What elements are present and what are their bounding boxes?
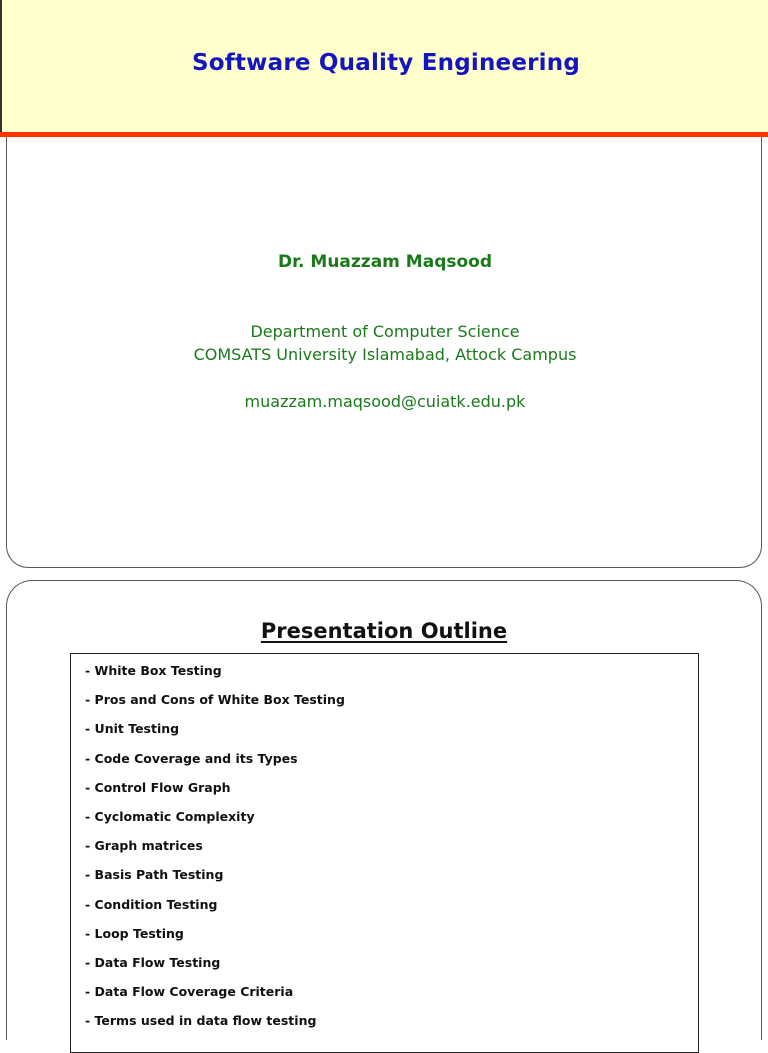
title-slide-body (6, 137, 762, 568)
outline-item: - Graph matrices (85, 838, 203, 854)
outline-item: - White Box Testing (85, 663, 222, 678)
author-name: Dr. Muazzam Maqsood (277, 252, 493, 272)
outline-item: - Terms used in data flow testing (85, 1013, 317, 1029)
title-banner (0, 0, 768, 132)
outline-item: - Cyclomatic Complexity (85, 808, 255, 824)
outline-item: - Data Flow Coverage Criteria (85, 984, 294, 1000)
outline-item: - Loop Testing (85, 925, 184, 941)
outline-item: - Basis Path Testing (85, 867, 224, 883)
outline-item: - Control Flow Graph (85, 779, 231, 795)
outline-list (70, 653, 699, 1053)
department-name: Department of Computer Science (250, 322, 520, 341)
outline-item: - Code Coverage and its Types (85, 750, 298, 766)
slide-title: Software Quality Engineering (192, 50, 580, 76)
outline-item: - Condition Testing (85, 896, 218, 912)
university-name: COMSATS University Islamabad, Attock Campus (193, 345, 577, 364)
outline-item: - Unit Testing (85, 721, 180, 737)
outline-item: - Data Flow Testing (85, 954, 221, 970)
author-email: muazzam.maqsood@cuiatk.edu.pk (244, 392, 526, 411)
outline-item: - Pros and Cons of White Box Testing (85, 692, 345, 708)
outline-slide (6, 580, 762, 1040)
outline-heading: Presentation Outline (260, 619, 508, 643)
